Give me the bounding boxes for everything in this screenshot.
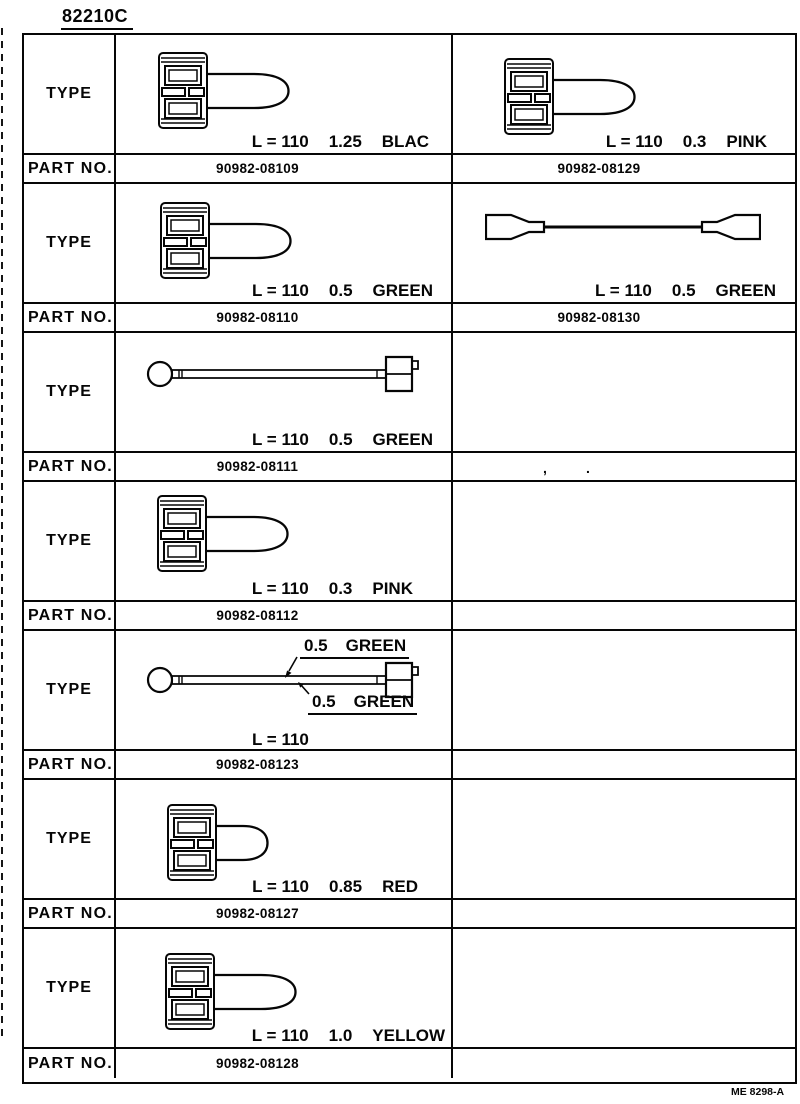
part-number: 90982-08128 bbox=[116, 1049, 453, 1078]
wire-length: L = 110 bbox=[595, 281, 652, 300]
part-number: 90982-08130 bbox=[453, 304, 795, 333]
type-cell-row7-right bbox=[453, 929, 795, 1049]
wire-spec bbox=[595, 281, 776, 301]
wire-color: GREEN bbox=[353, 692, 415, 711]
row-label-type: TYPE bbox=[24, 631, 116, 751]
part-cell-row3-right bbox=[453, 453, 795, 482]
wire-length: L = 110 bbox=[252, 430, 309, 449]
part-number: 90982-08129 bbox=[453, 155, 795, 184]
wire-length: L = 110 bbox=[252, 281, 309, 300]
wire-gauge: 0.85 bbox=[329, 877, 363, 896]
row-label-part-no: PART NO. bbox=[24, 155, 116, 184]
row-label-type: TYPE bbox=[24, 184, 116, 304]
row-label-part-no: PART NO. bbox=[24, 1049, 116, 1078]
part-number: 90982-08112 bbox=[116, 602, 453, 631]
wire-color: GREEN bbox=[372, 281, 433, 300]
row-label-type: TYPE bbox=[24, 35, 116, 155]
type-cell-row2-right bbox=[453, 184, 795, 304]
type-cell-row5-right bbox=[453, 631, 795, 751]
part-number: 90982-08111 bbox=[116, 453, 453, 482]
fusible-link-diagram bbox=[504, 58, 636, 136]
row-label-part-no: PART NO. bbox=[24, 900, 116, 929]
row-label-part-no: PART NO. bbox=[24, 304, 116, 333]
wire-spec bbox=[252, 281, 433, 301]
row-label-part-no: PART NO. bbox=[24, 751, 116, 780]
part-number: 90982-08127 bbox=[116, 900, 453, 929]
wire-gauge: 0.5 bbox=[328, 281, 353, 300]
row-label-part-no: PART NO. bbox=[24, 602, 116, 631]
part-number: 90982-08109 bbox=[116, 155, 453, 184]
wire-gauge: 0.5 bbox=[312, 692, 336, 711]
wire-annotation-bottom bbox=[308, 692, 417, 715]
wire-spec bbox=[252, 877, 418, 897]
wire-color: GREEN bbox=[345, 636, 407, 655]
fusible-link-diagram bbox=[167, 804, 269, 882]
blade-terminal-wire-diagram bbox=[485, 212, 761, 242]
fusible-link-diagram bbox=[160, 202, 292, 280]
part-cell-row7-right bbox=[453, 1049, 795, 1078]
type-cell-row6-left bbox=[116, 780, 453, 900]
fusible-link-diagram bbox=[165, 953, 297, 1031]
type-cell-row7-left bbox=[116, 929, 453, 1049]
wire-gauge: 0.5 bbox=[304, 636, 328, 655]
wire-color: GREEN bbox=[372, 430, 433, 449]
part-number: 90982-08110 bbox=[116, 304, 453, 333]
wire-color: PINK bbox=[726, 132, 767, 151]
wire-spec bbox=[252, 579, 413, 599]
type-cell-row6-right bbox=[453, 780, 795, 900]
wire-length: L = 110 bbox=[252, 877, 309, 896]
wire-color: BLAC bbox=[381, 132, 429, 151]
wire-gauge: 0.5 bbox=[671, 281, 696, 300]
part-number: 90982-08123 bbox=[116, 751, 453, 780]
row-label-part-no: PART NO. bbox=[24, 453, 116, 482]
part-cell-row4-right bbox=[453, 602, 795, 631]
wire-color: YELLOW bbox=[372, 1026, 445, 1045]
fusible-link-diagram bbox=[157, 495, 289, 573]
figure-code: 82210C bbox=[61, 6, 133, 30]
wire-length: L = 110 bbox=[251, 132, 309, 151]
type-cell-row4-right bbox=[453, 482, 795, 602]
wire-length: L = 110 bbox=[251, 1026, 309, 1045]
row-label-type: TYPE bbox=[24, 780, 116, 900]
wire-spec bbox=[606, 132, 767, 152]
row-label-type: TYPE bbox=[24, 333, 116, 453]
wire-gauge: 0.5 bbox=[328, 430, 353, 449]
stray-mark: . bbox=[586, 460, 590, 476]
fusible-link-diagram bbox=[158, 52, 290, 130]
type-cell-row2-left bbox=[116, 184, 453, 304]
wire-spec bbox=[252, 1026, 445, 1046]
wire-gauge: 1.25 bbox=[328, 132, 362, 151]
stray-mark: , bbox=[543, 460, 547, 476]
wire-gauge: 1.0 bbox=[328, 1026, 353, 1045]
parts-table bbox=[22, 33, 797, 1084]
row-label-type: TYPE bbox=[24, 929, 116, 1049]
part-cell-row5-right bbox=[453, 751, 795, 780]
wire-length: L = 110 bbox=[605, 132, 663, 151]
leader-arrow bbox=[282, 656, 300, 680]
page-reference-code: ME 8298-A bbox=[731, 1086, 785, 1098]
page-perforation-edge bbox=[1, 28, 3, 1037]
ring-terminal-wire-diagram bbox=[146, 355, 420, 393]
leader-arrow bbox=[293, 680, 311, 696]
type-cell-row5-left bbox=[116, 631, 453, 751]
type-cell-row3-right bbox=[453, 333, 795, 453]
wire-color: GREEN bbox=[715, 281, 776, 300]
type-cell-row3-left bbox=[116, 333, 453, 453]
type-cell-row1-right bbox=[453, 35, 795, 155]
wire-gauge: 0.3 bbox=[328, 579, 353, 598]
part-cell-row6-right bbox=[453, 900, 795, 929]
row-label-type: TYPE bbox=[24, 482, 116, 602]
wire-annotation-top bbox=[300, 636, 409, 659]
wire-gauge: 0.3 bbox=[682, 132, 707, 151]
wire-length: L = 110 bbox=[251, 579, 309, 598]
type-cell-row4-left bbox=[116, 482, 453, 602]
type-cell-row1-left bbox=[116, 35, 453, 155]
wire-color: PINK bbox=[372, 579, 413, 598]
wire-spec bbox=[252, 430, 433, 450]
wire-spec bbox=[252, 132, 429, 152]
wire-color: RED bbox=[382, 877, 418, 896]
wire-length: L = 110 bbox=[252, 730, 309, 749]
